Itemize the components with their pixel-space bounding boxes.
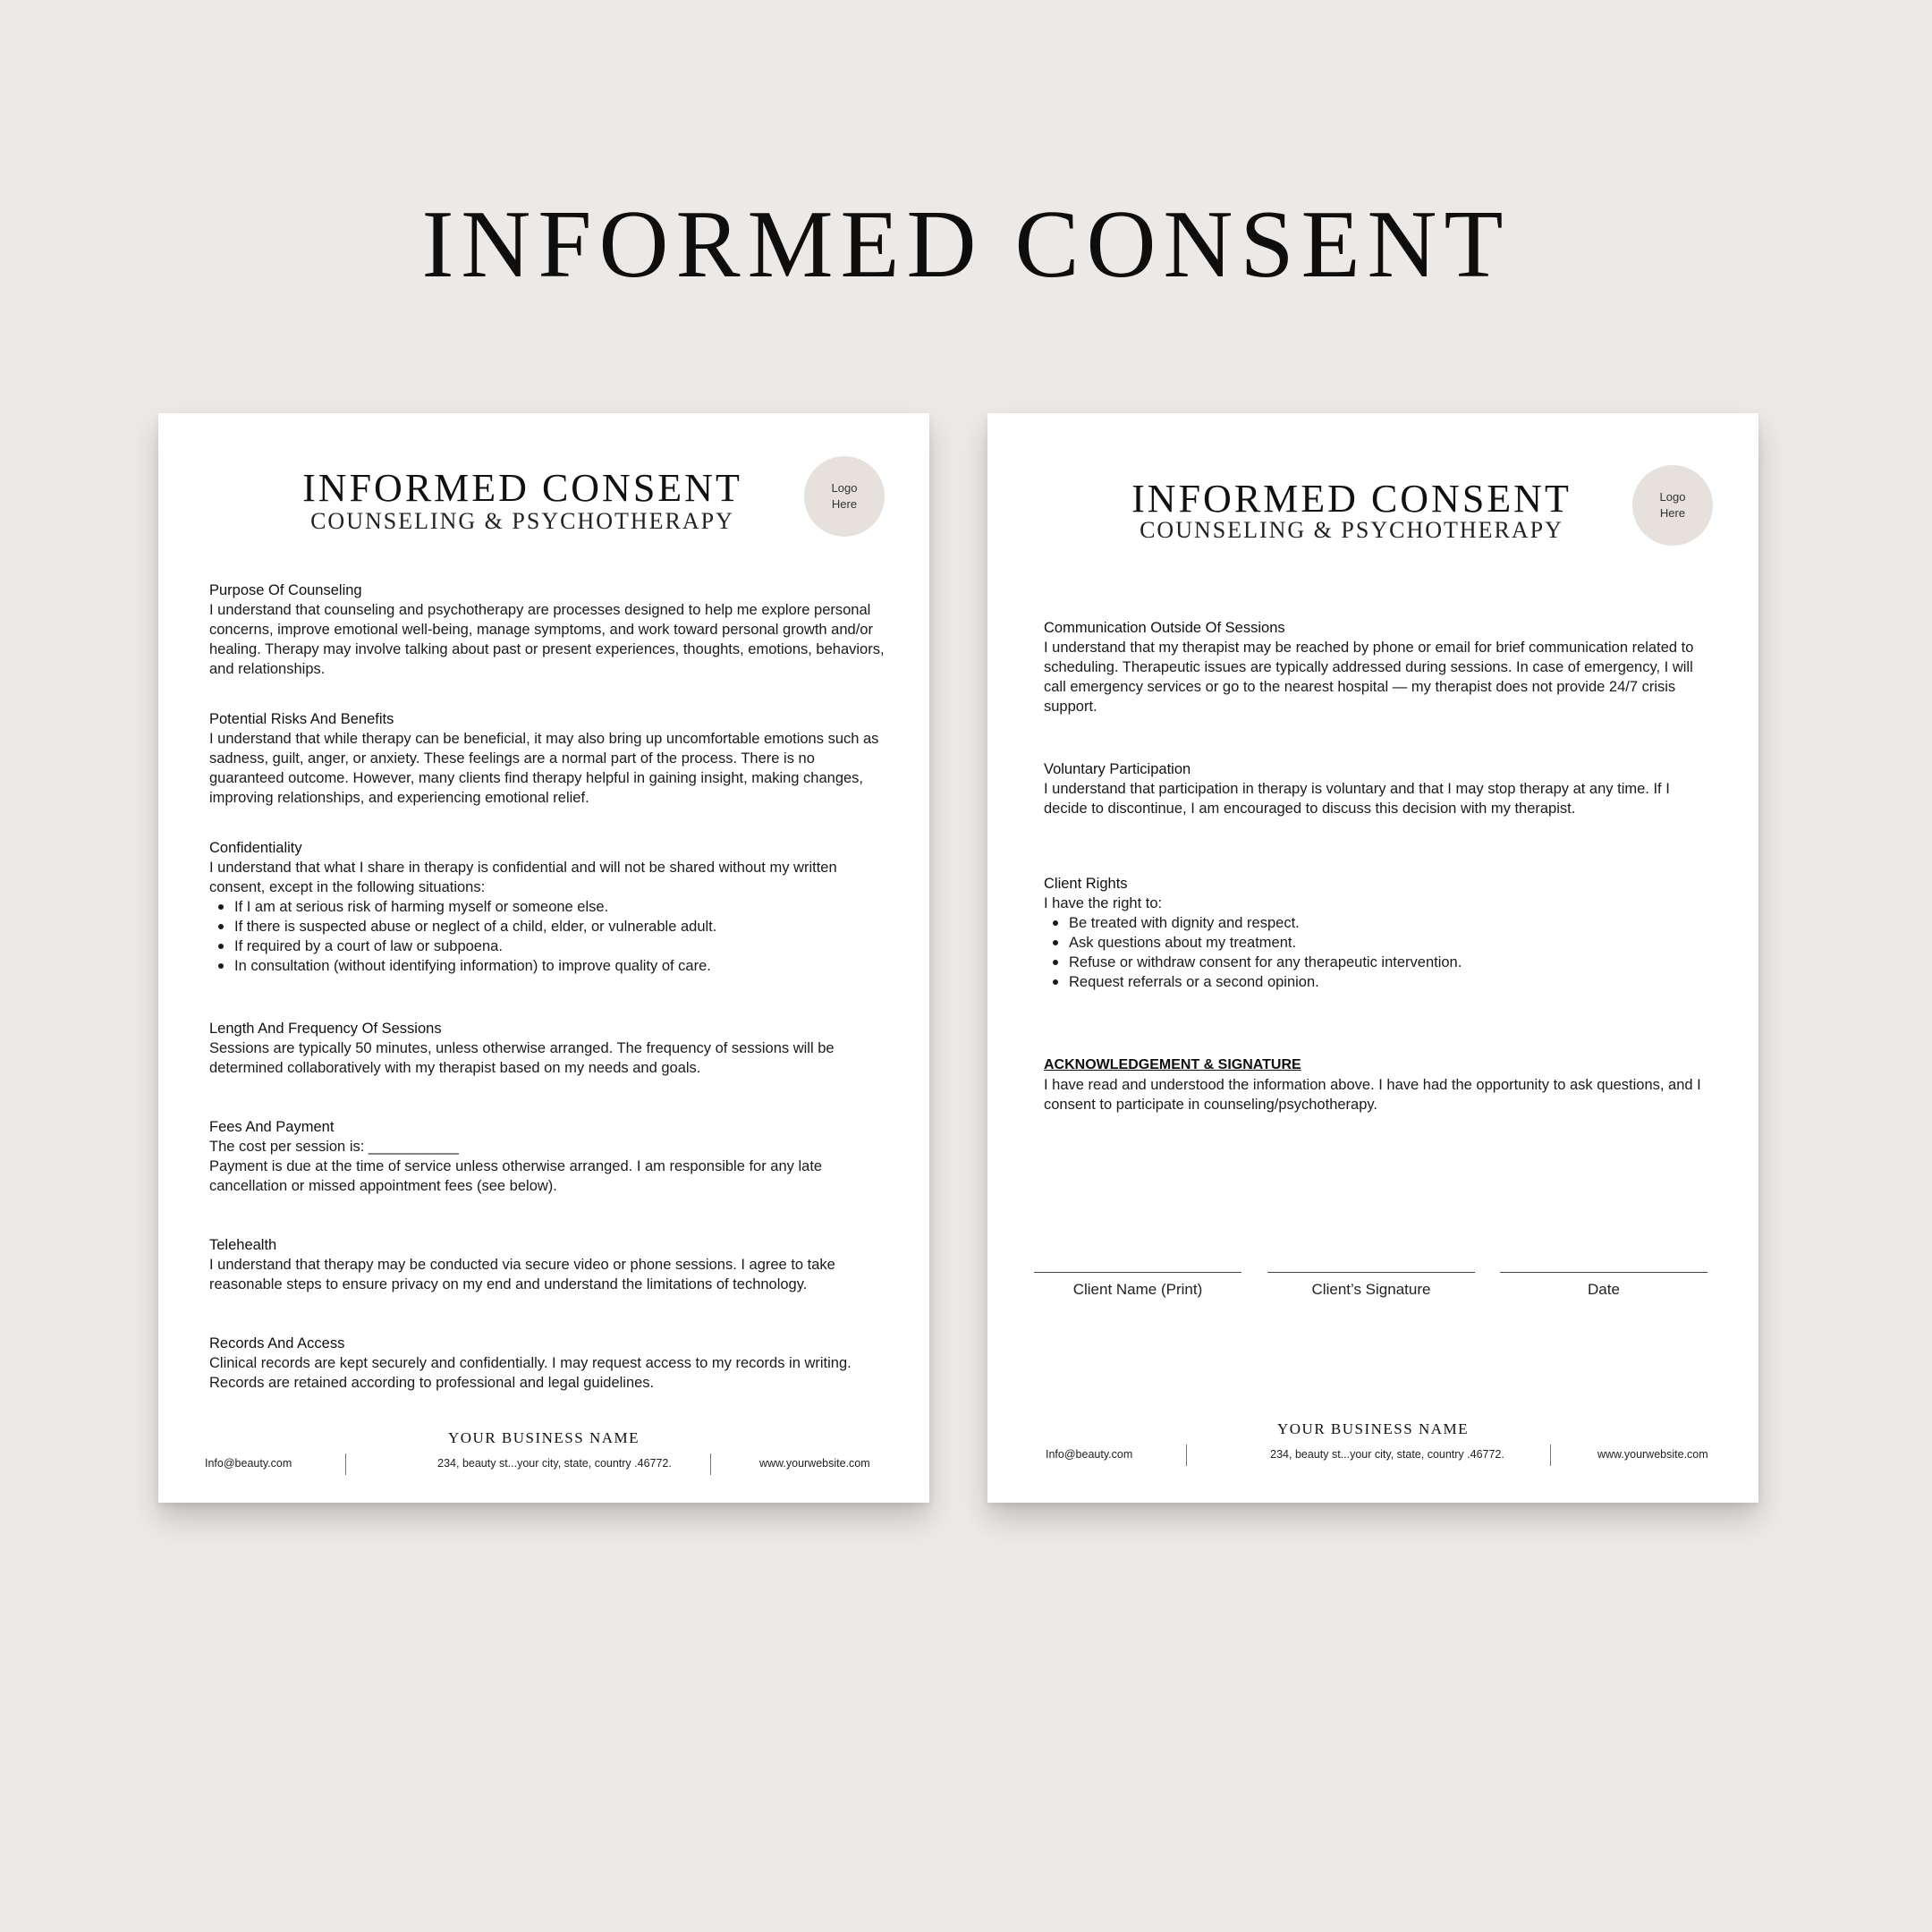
logo-text-line2: Here bbox=[831, 497, 858, 511]
business-name: YOUR BUSINESS NAME bbox=[447, 1429, 640, 1446]
doc-title-text: INFORMED CONSENT bbox=[1131, 477, 1572, 521]
client-signature-line[interactable] bbox=[1267, 1272, 1475, 1273]
section-body: I understand that my therapist may be reached by phone or email for brief communication related to scheduling. Therapeutic issues are typically addressed during sessions. In case of emergency, I will call emergency services or go to the nearest hospital — my therapist does not provide 24/7 crisis support. bbox=[1044, 640, 1694, 715]
footer-divider bbox=[345, 1453, 346, 1475]
section-body: I understand that therapy may be conducted via secure video or phone sessions. I agree to take reasonable steps to ensure privacy on my end and understand the limitations of technology. bbox=[209, 1257, 835, 1292]
section-voluntary-participation bbox=[1044, 759, 1715, 818]
business-name: YOUR BUSINESS NAME bbox=[1276, 1420, 1470, 1437]
section-purpose bbox=[209, 580, 889, 679]
logo-placeholder bbox=[1632, 465, 1713, 546]
section-heading: Telehealth bbox=[209, 1237, 277, 1253]
logo-text-line1: Logo bbox=[1659, 490, 1686, 504]
date-line[interactable] bbox=[1500, 1272, 1707, 1273]
list-item: Refuse or withdraw consent for any therapeutic intervention. bbox=[1044, 953, 1715, 972]
client-name-label: Client Name (Print) bbox=[1072, 1281, 1203, 1298]
section-heading: Records And Access bbox=[209, 1335, 345, 1352]
client-name-line[interactable] bbox=[1034, 1272, 1241, 1273]
section-heading: Purpose Of Counseling bbox=[209, 582, 362, 598]
footer-address: 234, beauty st...your city, state, country .46772. bbox=[1270, 1448, 1504, 1461]
section-heading: Confidentiality bbox=[209, 840, 302, 856]
section-body: I understand that counseling and psychotherapy are processes designed to help me explore personal concerns, improve emotional well-being, manage symptoms, and work toward personal growth and/or healing. Therapy may involve talking about past or present experiences, thoughts, emotions, behaviors, and relationships. bbox=[209, 602, 885, 677]
section-heading: Fees And Payment bbox=[209, 1119, 335, 1135]
section-body: Sessions are typically 50 minutes, unless otherwise arranged. The frequency of sessions will be determined collaboratively with my therapist based on my needs and goals. bbox=[209, 1040, 835, 1076]
section-body: I understand that what I share in therapy is confidential and will not be shared without my written consent, except in the following situations: bbox=[209, 860, 837, 895]
doc-subtitle-text: COUNSELING & PSYCHOTHERAPY bbox=[310, 508, 734, 534]
footer-website: www.yourwebsite.com bbox=[759, 1457, 870, 1470]
section-fees-payment bbox=[209, 1117, 889, 1196]
section-body: I have read and understood the information above. I have had the opportunity to ask questions, and I consent to participate in counseling/psychotherapy. bbox=[1044, 1077, 1701, 1113]
footer-email: Info@beauty.com bbox=[1046, 1448, 1133, 1461]
footer-address: 234, beauty st...your city, state, country .46772. bbox=[437, 1457, 672, 1470]
logo-text-line1: Logo bbox=[831, 481, 858, 495]
section-risks-benefits bbox=[209, 709, 889, 808]
section-telehealth bbox=[209, 1235, 889, 1294]
client-rights-list bbox=[1044, 913, 1715, 992]
footer-website: www.yourwebsite.com bbox=[1597, 1448, 1708, 1461]
list-item: In consultation (without identifying information) to improve quality of care. bbox=[209, 956, 889, 976]
confidentiality-list bbox=[209, 897, 889, 976]
client-signature-label: Client’s Signature bbox=[1311, 1281, 1431, 1298]
section-length-frequency bbox=[209, 1019, 889, 1078]
list-item: Ask questions about my treatment. bbox=[1044, 933, 1715, 953]
section-body: I have the right to: bbox=[1044, 895, 1163, 911]
section-communication bbox=[1044, 618, 1715, 716]
section-heading: Potential Risks And Benefits bbox=[209, 711, 394, 727]
list-item: Request referrals or a second opinion. bbox=[1044, 972, 1715, 992]
section-body: Payment is due at the time of service unless otherwise arranged. I am responsible for any late cancellation or missed appointment fees (see below). bbox=[209, 1158, 823, 1194]
fee-amount-line: The cost per session is: ___________ bbox=[209, 1139, 459, 1155]
list-item: If there is suspected abuse or neglect of a child, elder, or vulnerable adult. bbox=[209, 917, 889, 936]
document-page-2 bbox=[987, 413, 1758, 1503]
doc-subtitle-text: COUNSELING & PSYCHOTHERAPY bbox=[1140, 517, 1563, 543]
footer-divider bbox=[710, 1453, 711, 1475]
section-confidentiality bbox=[209, 838, 889, 976]
list-item: If I am at serious risk of harming myself or someone else. bbox=[209, 897, 889, 917]
section-body: I understand that participation in therapy is voluntary and that I may stop therapy at any time. If I decide to discontinue, I am encouraged to discuss this decision with my therapist. bbox=[1044, 781, 1670, 817]
section-heading: Client Rights bbox=[1044, 876, 1128, 892]
hero-title: INFORMED CONSENT bbox=[421, 191, 1511, 298]
logo-placeholder bbox=[804, 456, 885, 537]
document-page-1 bbox=[158, 413, 929, 1503]
section-heading: Length And Frequency Of Sessions bbox=[209, 1021, 442, 1037]
footer-email: Info@beauty.com bbox=[205, 1457, 292, 1470]
date-label: Date bbox=[1588, 1281, 1620, 1298]
logo-text-line2: Here bbox=[1659, 506, 1686, 520]
doc-title-text: INFORMED CONSENT bbox=[302, 466, 742, 510]
footer-divider bbox=[1186, 1445, 1187, 1466]
section-body: Clinical records are kept securely and confidentially. I may request access to my records in writing. Records are retained according to professional and legal guidelines. bbox=[209, 1355, 852, 1391]
section-heading: Communication Outside Of Sessions bbox=[1044, 620, 1285, 636]
list-item: Be treated with dignity and respect. bbox=[1044, 913, 1715, 933]
footer-divider bbox=[1550, 1445, 1551, 1466]
section-heading: ACKNOWLEDGEMENT & SIGNATURE bbox=[1044, 1057, 1301, 1072]
list-item: If required by a court of law or subpoena. bbox=[209, 936, 889, 956]
section-records-access bbox=[209, 1334, 889, 1393]
section-body: I understand that while therapy can be beneficial, it may also bring up uncomfortable emotions such as sadness, guilt, anger, or anxiety. These feelings are a normal part of the process. There is no guaranteed outcome. However, many clients find therapy helpful in gaining insight, making changes, improving relationships, and experiencing emotional relief. bbox=[209, 731, 879, 806]
section-client-rights bbox=[1044, 874, 1715, 992]
section-acknowledgement bbox=[1044, 1055, 1715, 1114]
section-heading: Voluntary Participation bbox=[1044, 761, 1191, 777]
